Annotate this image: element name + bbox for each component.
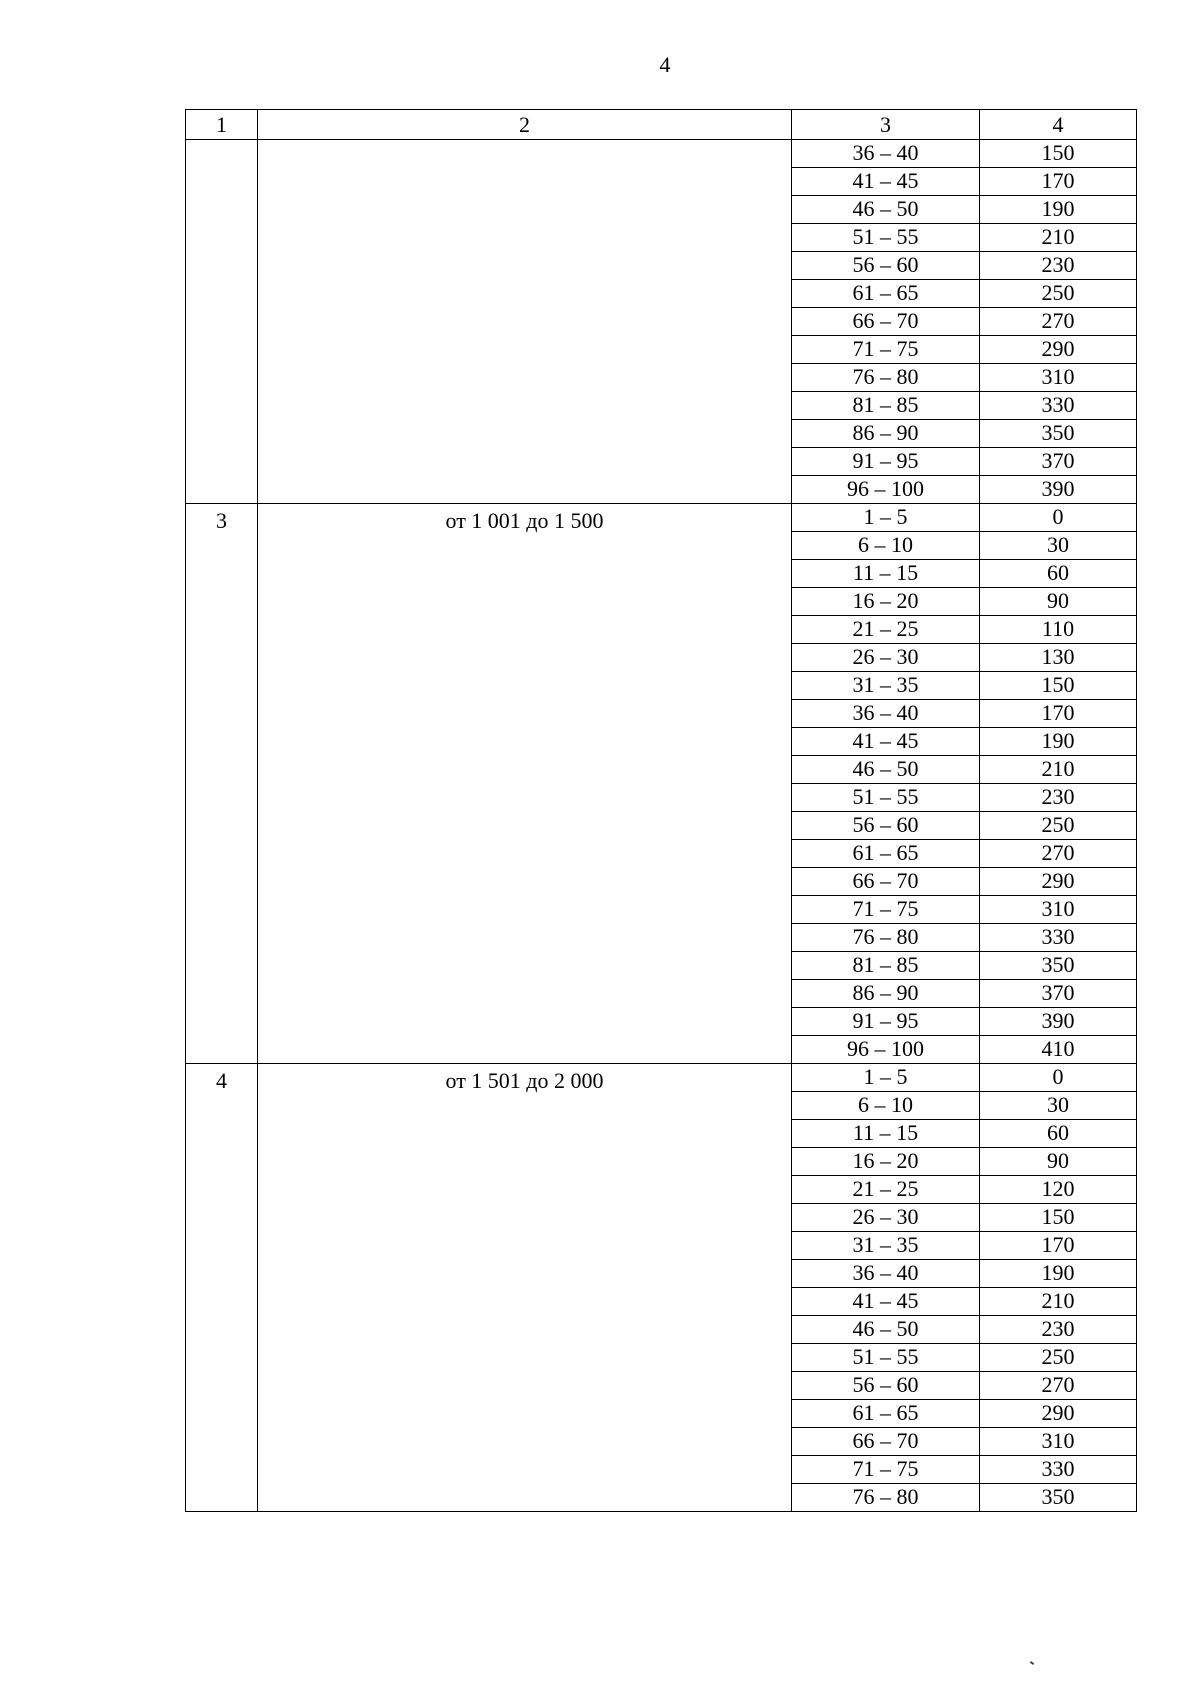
value-cell: 170 — [980, 168, 1137, 196]
interval-cell: 56 – 60 — [792, 812, 980, 840]
interval-cell: 91 – 95 — [792, 448, 980, 476]
interval-cell: 56 – 60 — [792, 252, 980, 280]
interval-cell: 96 – 100 — [792, 476, 980, 504]
group-number-cell — [186, 140, 258, 504]
value-cell: 0 — [980, 1064, 1137, 1092]
value-cell: 190 — [980, 1260, 1137, 1288]
group-number-cell: 4 — [186, 1064, 258, 1512]
value-cell: 270 — [980, 840, 1137, 868]
interval-cell: 1 – 5 — [792, 1064, 980, 1092]
value-cell: 330 — [980, 924, 1137, 952]
value-cell: 60 — [980, 560, 1137, 588]
interval-cell: 11 – 15 — [792, 1120, 980, 1148]
value-cell: 30 — [980, 532, 1137, 560]
value-cell: 350 — [980, 1484, 1137, 1512]
column-number-3: 3 — [792, 110, 980, 140]
interval-cell: 6 – 10 — [792, 532, 980, 560]
column-number-2: 2 — [258, 110, 792, 140]
interval-cell: 46 – 50 — [792, 196, 980, 224]
interval-cell: 31 – 35 — [792, 1232, 980, 1260]
value-cell: 310 — [980, 896, 1137, 924]
interval-cell: 21 – 25 — [792, 1176, 980, 1204]
value-cell: 350 — [980, 952, 1137, 980]
value-cell: 270 — [980, 308, 1137, 336]
value-cell: 210 — [980, 224, 1137, 252]
interval-cell: 86 – 90 — [792, 980, 980, 1008]
value-cell: 370 — [980, 980, 1137, 1008]
interval-cell: 76 – 80 — [792, 364, 980, 392]
value-cell: 230 — [980, 252, 1137, 280]
interval-cell: 41 – 45 — [792, 168, 980, 196]
value-cell: 230 — [980, 1316, 1137, 1344]
interval-cell: 26 – 30 — [792, 644, 980, 672]
group-range-cell: от 1 501 до 2 000 — [258, 1064, 792, 1512]
value-cell: 150 — [980, 672, 1137, 700]
interval-cell: 76 – 80 — [792, 924, 980, 952]
page-number: 4 — [659, 52, 671, 77]
group-range-cell — [258, 140, 792, 504]
value-cell: 290 — [980, 1400, 1137, 1428]
interval-cell: 1 – 5 — [792, 504, 980, 532]
value-cell: 150 — [980, 1204, 1137, 1232]
interval-cell: 66 – 70 — [792, 1428, 980, 1456]
interval-cell: 51 – 55 — [792, 784, 980, 812]
value-cell: 210 — [980, 1288, 1137, 1316]
interval-cell: 61 – 65 — [792, 1400, 980, 1428]
value-cell: 250 — [980, 1344, 1137, 1372]
value-cell: 330 — [980, 1456, 1137, 1484]
interval-cell: 71 – 75 — [792, 896, 980, 924]
value-cell: 60 — [980, 1120, 1137, 1148]
value-cell: 150 — [980, 140, 1137, 168]
interval-cell: 61 – 65 — [792, 840, 980, 868]
group-range-cell: от 1 001 до 1 500 — [258, 504, 792, 1064]
scan-artifact — [1030, 1661, 1034, 1665]
interval-cell: 71 – 75 — [792, 336, 980, 364]
interval-cell: 81 – 85 — [792, 392, 980, 420]
interval-cell: 41 – 45 — [792, 1288, 980, 1316]
value-cell: 230 — [980, 784, 1137, 812]
interval-cell: 31 – 35 — [792, 672, 980, 700]
interval-cell: 56 – 60 — [792, 1372, 980, 1400]
table-body — [186, 140, 1137, 1512]
interval-cell: 96 – 100 — [792, 1036, 980, 1064]
value-cell: 90 — [980, 588, 1137, 616]
interval-cell: 41 – 45 — [792, 728, 980, 756]
interval-cell: 51 – 55 — [792, 224, 980, 252]
value-cell: 290 — [980, 868, 1137, 896]
value-cell: 0 — [980, 504, 1137, 532]
value-cell: 250 — [980, 812, 1137, 840]
interval-cell: 46 – 50 — [792, 756, 980, 784]
column-number-4: 4 — [980, 110, 1137, 140]
value-cell: 270 — [980, 1372, 1137, 1400]
value-cell: 120 — [980, 1176, 1137, 1204]
interval-cell: 6 – 10 — [792, 1092, 980, 1120]
interval-cell: 51 – 55 — [792, 1344, 980, 1372]
interval-cell: 86 – 90 — [792, 420, 980, 448]
value-cell: 210 — [980, 756, 1137, 784]
value-cell: 250 — [980, 280, 1137, 308]
value-cell: 170 — [980, 1232, 1137, 1260]
table-header — [186, 110, 1137, 140]
table-row — [186, 504, 1137, 532]
interval-cell: 16 – 20 — [792, 588, 980, 616]
interval-cell: 91 – 95 — [792, 1008, 980, 1036]
value-cell: 350 — [980, 420, 1137, 448]
value-cell: 170 — [980, 700, 1137, 728]
interval-cell: 36 – 40 — [792, 1260, 980, 1288]
value-cell: 290 — [980, 336, 1137, 364]
table-row — [186, 140, 1137, 168]
value-cell: 330 — [980, 392, 1137, 420]
rate-table — [185, 109, 1137, 1512]
interval-cell: 61 – 65 — [792, 280, 980, 308]
interval-cell: 66 – 70 — [792, 868, 980, 896]
header-row — [186, 110, 1137, 140]
value-cell: 370 — [980, 448, 1137, 476]
interval-cell: 81 – 85 — [792, 952, 980, 980]
value-cell: 390 — [980, 1008, 1137, 1036]
interval-cell: 26 – 30 — [792, 1204, 980, 1232]
value-cell: 410 — [980, 1036, 1137, 1064]
interval-cell: 36 – 40 — [792, 700, 980, 728]
value-cell: 390 — [980, 476, 1137, 504]
column-number-1: 1 — [186, 110, 258, 140]
interval-cell: 11 – 15 — [792, 560, 980, 588]
value-cell: 30 — [980, 1092, 1137, 1120]
interval-cell: 36 – 40 — [792, 140, 980, 168]
interval-cell: 71 – 75 — [792, 1456, 980, 1484]
value-cell: 90 — [980, 1148, 1137, 1176]
value-cell: 190 — [980, 196, 1137, 224]
interval-cell: 16 – 20 — [792, 1148, 980, 1176]
value-cell: 310 — [980, 364, 1137, 392]
interval-cell: 66 – 70 — [792, 308, 980, 336]
interval-cell: 76 – 80 — [792, 1484, 980, 1512]
value-cell: 130 — [980, 644, 1137, 672]
value-cell: 110 — [980, 616, 1137, 644]
interval-cell: 21 – 25 — [792, 616, 980, 644]
value-cell: 310 — [980, 1428, 1137, 1456]
group-number-cell: 3 — [186, 504, 258, 1064]
interval-cell: 46 – 50 — [792, 1316, 980, 1344]
value-cell: 190 — [980, 728, 1137, 756]
table-row — [186, 1064, 1137, 1092]
